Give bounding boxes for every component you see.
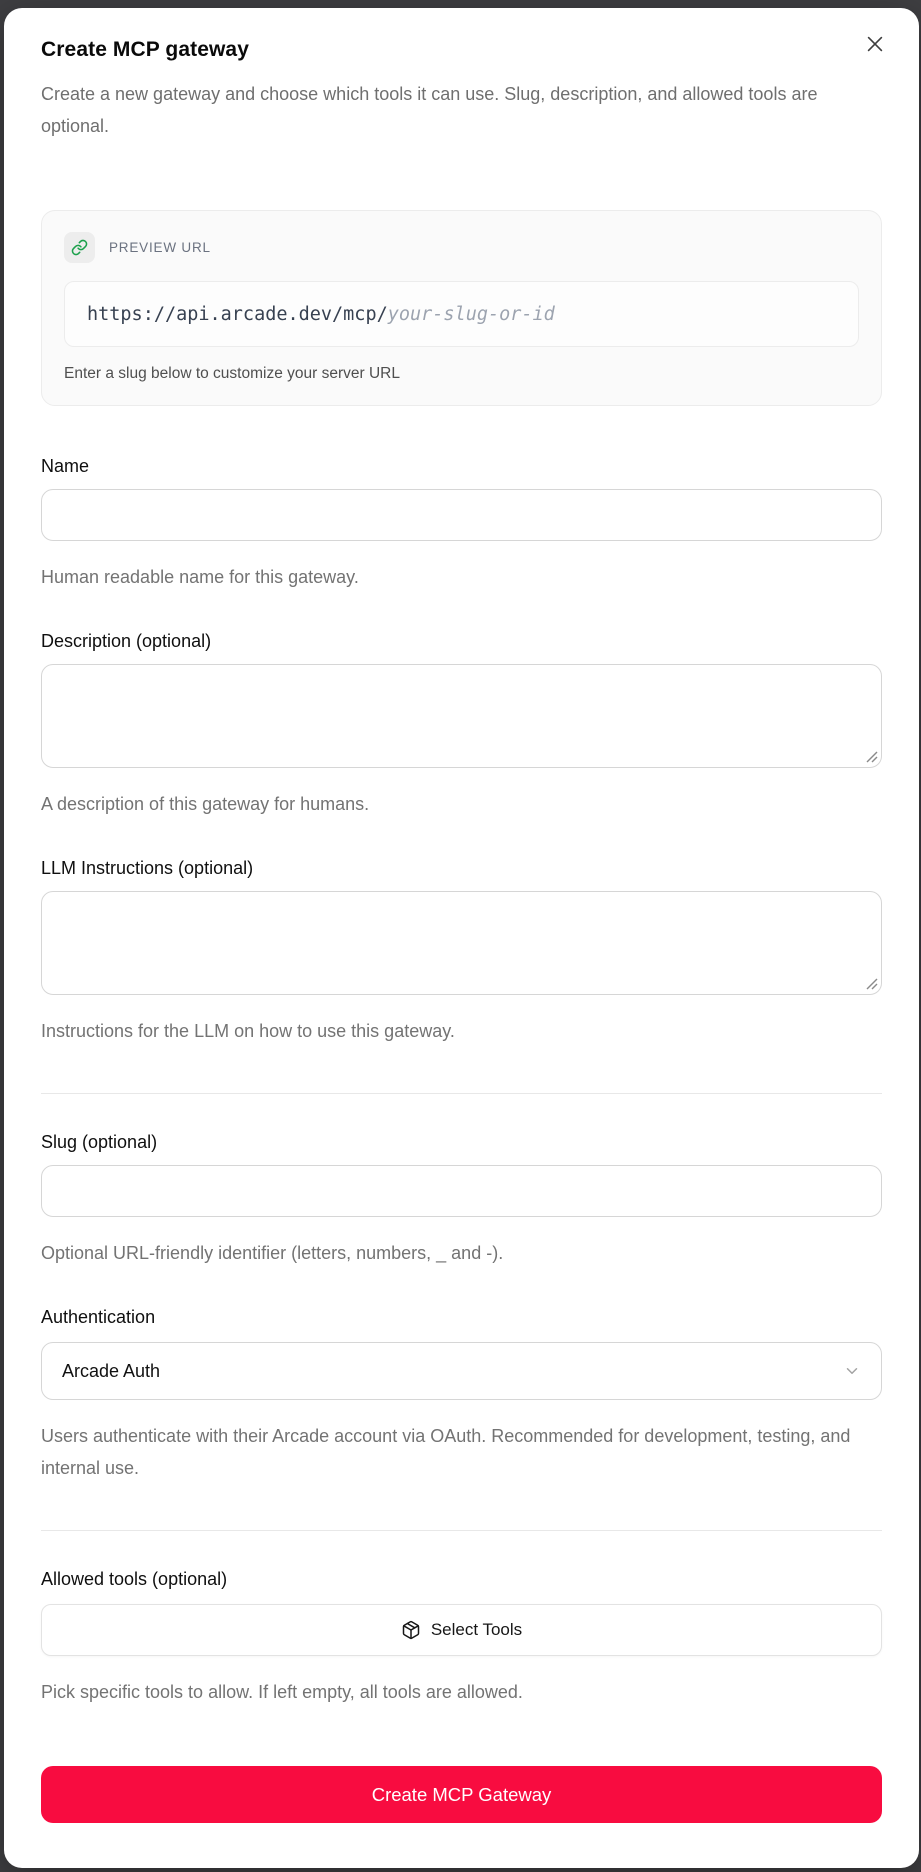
allowed-tools-field-group [41, 1569, 882, 1708]
preview-url-hint: Enter a slug below to customize your server URL [64, 365, 400, 382]
slug-input[interactable] [41, 1165, 882, 1217]
close-button[interactable] [861, 30, 889, 58]
section-divider [41, 1530, 882, 1531]
close-icon [864, 33, 886, 55]
name-input[interactable] [41, 489, 882, 541]
description-label: Description (optional) [41, 631, 212, 651]
package-icon [401, 1620, 421, 1640]
section-divider [41, 1093, 882, 1094]
allowed-tools-help: Pick specific tools to allow. If left empty, all tools are allowed. [41, 1682, 523, 1702]
authentication-label: Authentication [41, 1307, 156, 1327]
link-icon [71, 239, 88, 256]
name-field-group [41, 456, 882, 593]
description-help: A description of this gateway for humans. [41, 794, 370, 814]
allowed-tools-label: Allowed tools (optional) [41, 1569, 228, 1589]
slug-field-group [41, 1132, 882, 1269]
preview-url-header [64, 232, 859, 263]
create-mcp-gateway-dialog [4, 8, 919, 1868]
link-icon-box [64, 232, 95, 263]
preview-url-card [41, 210, 882, 406]
name-label: Name [41, 456, 90, 476]
preview-url-label: PREVIEW URL [109, 240, 211, 255]
authentication-selected-value: Arcade Auth [62, 1360, 161, 1381]
authentication-help: Users authenticate with their Arcade account via OAuth. Recommended for development, testing, and internal use. [41, 1426, 851, 1478]
url-slug-placeholder: your-slug-or-id [387, 303, 555, 325]
authentication-select[interactable] [41, 1342, 882, 1400]
dialog-description: Create a new gateway and choose which tools it can use. Slug, description, and allowed tools are optional. [41, 84, 818, 136]
llm-instructions-field-group [41, 858, 882, 1047]
llm-instructions-label: LLM Instructions (optional) [41, 858, 254, 878]
description-textarea[interactable] [41, 664, 882, 768]
slug-label: Slug (optional) [41, 1132, 158, 1152]
select-tools-button-label: Select Tools [430, 1620, 523, 1639]
preview-url-value [64, 281, 859, 347]
chevron-down-icon [843, 1362, 861, 1380]
slug-help: Optional URL-friendly identifier (letters, numbers, _ and -). [41, 1243, 504, 1263]
llm-instructions-textarea[interactable] [41, 891, 882, 995]
name-help: Human readable name for this gateway. [41, 567, 359, 587]
llm-instructions-help: Instructions for the LLM on how to use this gateway. [41, 1021, 455, 1041]
description-field-group [41, 631, 882, 820]
authentication-field-group [41, 1307, 882, 1484]
select-tools-button[interactable] [41, 1604, 882, 1656]
page-title: Create MCP gateway [41, 38, 249, 61]
create-mcp-gateway-button[interactable]: Create MCP Gateway [41, 1766, 882, 1823]
url-base-text: https://api.arcade.dev/mcp/ [87, 303, 388, 325]
